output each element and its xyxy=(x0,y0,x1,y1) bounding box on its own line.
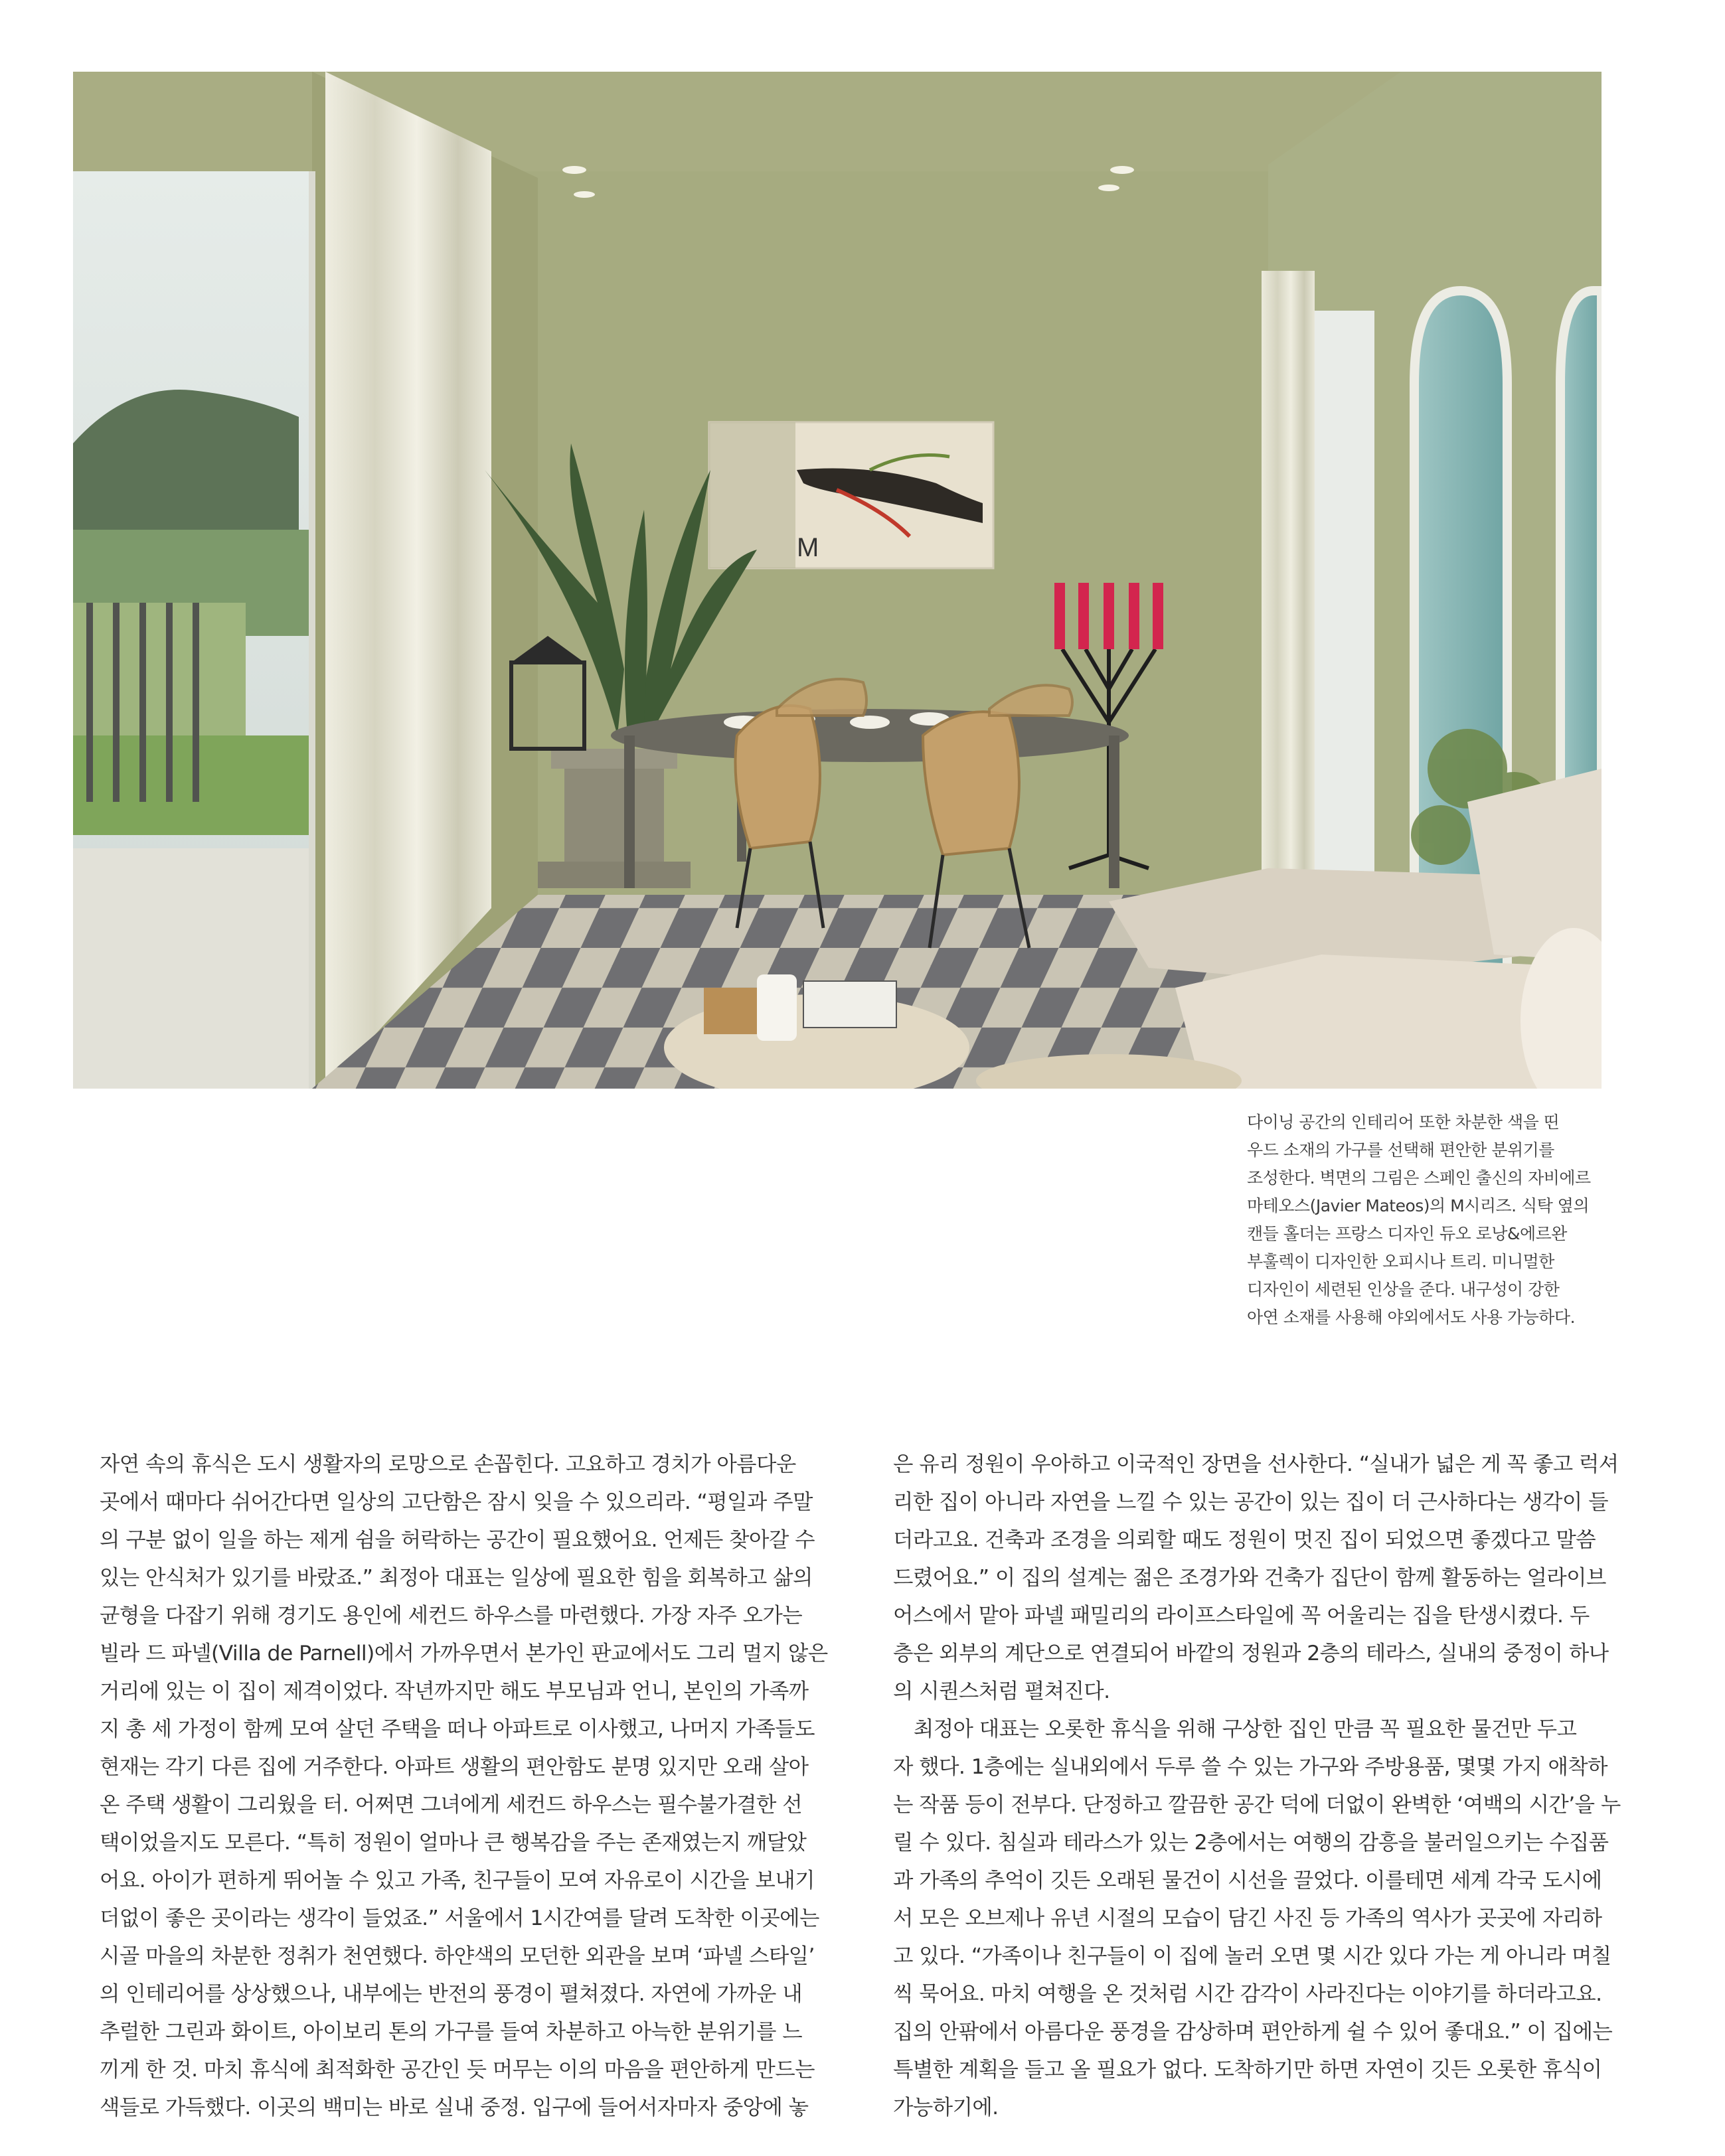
photo-caption xyxy=(1247,1109,1592,1332)
body-line: 은 유리 정원이 우아하고 이국적인 장면을 선사한다. “실내가 넓은 게 꼭 좋고 럭셔 xyxy=(893,1452,1619,1476)
body-line: 색들로 가득했다. 이곳의 백미는 바로 실내 중정. 입구에 들어서자마자 중앙에 놓 xyxy=(100,2096,809,2119)
wall-painting xyxy=(709,422,993,568)
caption-line: 마테오스(Javier Mateos)의 M시리즈. 식탁 옆의 xyxy=(1247,1196,1590,1215)
body-line: 현재는 각기 다른 집에 거주한다. 아파트 생활의 편안함도 분명 있지만 오래 살아 xyxy=(100,1755,809,1779)
body-line: 층은 외부의 계단으로 연결되어 바깥의 정원과 2층의 테라스, 실내의 중정이 하나 xyxy=(893,1642,1609,1665)
body-line: 있는 안식처가 있기를 바랐죠.” 최정아 대표는 일상에 필요한 힘을 회복하고 삶의 xyxy=(100,1566,813,1590)
body-line: 택이었을지도 모른다. “특히 정원이 얼마나 큰 행복감을 주는 존재였는지 깨달았 xyxy=(100,1831,807,1855)
body-line: 더라고요. 건축과 조경을 의뢰할 때도 정원이 멋진 집이 되었으면 좋겠다고 말씀 xyxy=(893,1528,1596,1552)
body-line: 끼게 한 것. 마치 휴식에 최적화한 공간인 듯 머무는 이의 마음을 편안하게 만드는 xyxy=(100,2058,815,2082)
svg-text:M: M xyxy=(797,533,819,562)
dining-room-photo xyxy=(73,72,1602,1089)
caption-line: 우드 소재의 가구를 선택해 편안한 분위기를 xyxy=(1247,1140,1554,1160)
body-line: 자 했다. 1층에는 실내외에서 두루 쓸 수 있는 가구와 주방용품, 몇몇 가지 애착하 xyxy=(893,1755,1607,1779)
caption-line: 다이닝 공간의 인테리어 또한 차분한 색을 띤 xyxy=(1247,1113,1560,1132)
body-line: 의 인테리어를 상상했으나, 내부에는 반전의 풍경이 펼쳐졌다. 자연에 가까운 내 xyxy=(100,1982,803,2006)
body-line: 지 총 세 가정이 함께 모여 살던 주택을 떠나 아파트로 이사했고, 나머지 가족들도 xyxy=(100,1717,815,1741)
body-line: 씩 묵어요. 마치 여행을 온 것처럼 시간 감각이 사라진다는 이야기를 하더라고요. xyxy=(893,1982,1602,2006)
body-line: 시골 마을의 차분한 정취가 천연했다. 하얀색의 모던한 외관을 보며 ‘파넬 스타일’ xyxy=(100,1944,815,1968)
caption-line: 부훌렉이 디자인한 오피시나 트리. 미니멀한 xyxy=(1247,1252,1554,1271)
body-line: 가능하기에. xyxy=(893,2096,999,2119)
body-line: 어요. 아이가 편하게 뛰어놀 수 있고 가족, 친구들이 모여 자유로이 시간을 보내기 xyxy=(100,1869,815,1892)
body-line: 자연 속의 휴식은 도시 생활자의 로망으로 손꼽힌다. 고요하고 경치가 아름다운 xyxy=(100,1452,796,1476)
caption-line: 캔들 홀더는 프랑스 디자인 듀오 로낭&에르완 xyxy=(1247,1224,1567,1243)
body-line: 는 작품 등이 전부다. 단정하고 깔끔한 공간 덕에 더없이 완벽한 ‘여백의 시간’을 누 xyxy=(893,1793,1621,1817)
dining-room-illustration xyxy=(73,72,1602,1089)
body-line: 고 있다. “가족이나 친구들이 이 집에 놀러 오면 몇 시간 있다 가는 게 아니라 며칠 xyxy=(893,1944,1611,1968)
caption-line: 조성한다. 벽면의 그림은 스페인 출신의 자비에르 xyxy=(1247,1168,1591,1188)
body-line: 의 시퀀스처럼 펼쳐진다. xyxy=(893,1679,1110,1703)
body-line: 온 주택 생활이 그리웠을 터. 어쩌면 그녀에게 세컨드 하우스는 필수불가결한 선 xyxy=(100,1793,803,1817)
body-line: 거리에 있는 이 집이 제격이었다. 작년까지만 해도 부모님과 언니, 본인의 가족까 xyxy=(100,1679,809,1703)
body-line: 과 가족의 추억이 깃든 오래된 물건이 시선을 끌었다. 이를테면 세계 각국 도시에 xyxy=(893,1869,1602,1892)
body-line: 의 구분 없이 일을 하는 제게 쉼을 허락하는 공간이 필요했어요. 언제든 찾아갈 수 xyxy=(100,1528,815,1552)
caption-line: 디자인이 세련된 인상을 준다. 내구성이 강한 xyxy=(1247,1280,1560,1299)
article-column-right xyxy=(893,1446,1621,2127)
body-line: 릴 수 있다. 침실과 테라스가 있는 2층에서는 여행의 감흥을 불러일으키는 수집품 xyxy=(893,1831,1609,1855)
body-line: 특별한 계획을 들고 올 필요가 없다. 도착하기만 하면 자연이 깃든 오롯한 휴식이 xyxy=(893,2058,1602,2082)
body-line: 균형을 다잡기 위해 경기도 용인에 세컨드 하우스를 마련했다. 가장 자주 오가는 xyxy=(100,1604,803,1628)
body-line: 곳에서 때마다 쉬어간다면 일상의 고단함은 잠시 잊을 수 있으리라. “평일과 주말 xyxy=(100,1490,813,1514)
body-line: 추럴한 그린과 화이트, 아이보리 톤의 가구를 들여 차분하고 아늑한 분위기를 느 xyxy=(100,2020,803,2044)
body-line: 서 모은 오브제나 유년 시절의 모습이 담긴 사진 등 가족의 역사가 곳곳에 자리하 xyxy=(893,1906,1602,1930)
body-line: 집의 안팎에서 아름다운 풍경을 감상하며 편안하게 쉴 수 있어 좋대요.” 이 집에는 xyxy=(893,2020,1613,2044)
body-line: 리한 집이 아니라 자연을 느낄 수 있는 공간이 있는 집이 더 근사하다는 생각이 들 xyxy=(893,1490,1608,1514)
article-column-left xyxy=(100,1446,828,2127)
body-line: 어스에서 맡아 파넬 패밀리의 라이프스타일에 꼭 어울리는 집을 탄생시켰다. 두 xyxy=(893,1604,1590,1628)
body-line: 최정아 대표는 오롯한 휴식을 위해 구상한 집인 만큼 꼭 필요한 물건만 두고 xyxy=(893,1717,1577,1741)
body-line: 빌라 드 파넬(Villa de Parnell)에서 가까우면서 본가인 판교에서도 그리 멀지 않은 xyxy=(100,1642,828,1665)
body-line: 드렸어요.” 이 집의 설계는 젊은 조경가와 건축가 집단이 함께 활동하는 얼라이브 xyxy=(893,1566,1606,1590)
body-line: 더없이 좋은 곳이라는 생각이 들었죠.” 서울에서 1시간여를 달려 도착한 이곳에는 xyxy=(100,1906,819,1930)
caption-line: 아연 소재를 사용해 야외에서도 사용 가능하다. xyxy=(1247,1308,1576,1327)
